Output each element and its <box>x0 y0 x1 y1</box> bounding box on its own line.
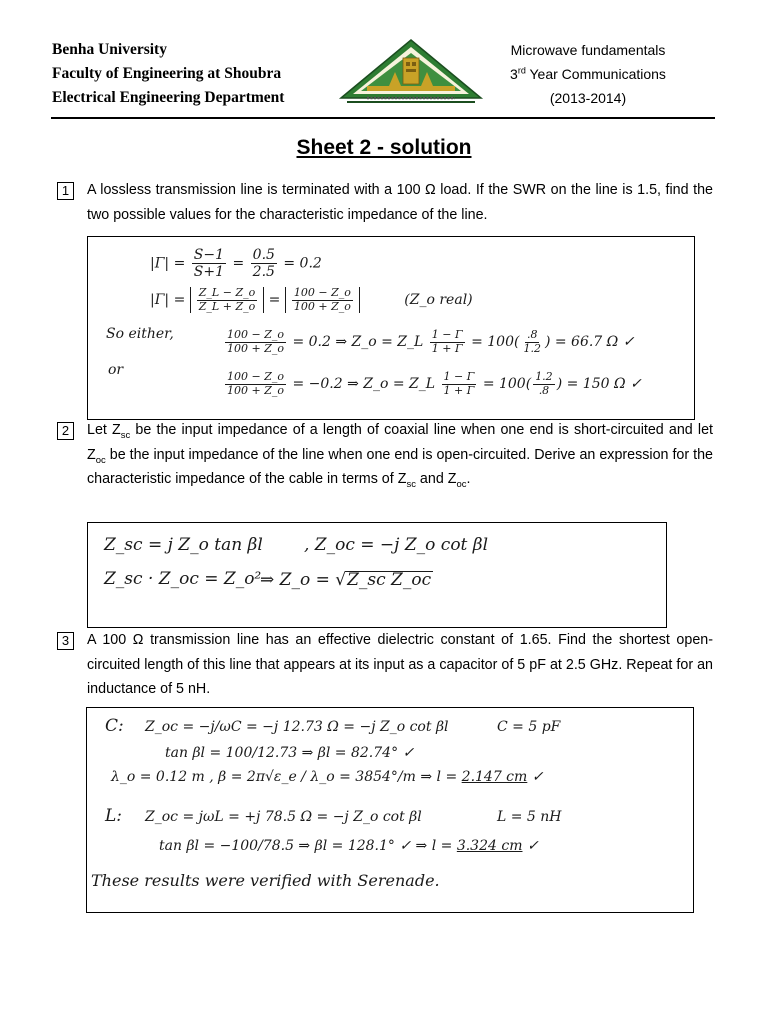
problem-2 <box>57 418 713 492</box>
year-number: 3 <box>510 66 518 82</box>
solution-2-product: Z_sc · Z_oc = Z_o² <box>104 569 262 589</box>
solution-3-l-given: L = 5 nH <box>497 809 562 825</box>
solution-1-line-2: |Γ| = $\frac{Z\_L - Z\_o}{Z\_L + Z\_o}$ = $\frac{100 - Z\_o}{100 + Z\_o}$ (Z_o real) <box>150 286 473 313</box>
problem-number: 1 <box>57 182 74 200</box>
solution-1-so-either: So either, <box>106 326 174 342</box>
header-rule <box>51 117 715 119</box>
solution-3-l-line-1: Z_oc = jωL = +j 78.5 Ω = −j Z_o cot βl <box>145 809 422 825</box>
solution-3-c-line-2: tan βl = 100/12.73 ⇒ βl = 82.74° ✓ <box>165 745 415 761</box>
solution-box-3 <box>86 707 694 913</box>
solution-3-l-label: L: <box>105 806 123 826</box>
institution-block <box>52 38 342 110</box>
problem-number: 3 <box>57 632 74 650</box>
year-suffix: rd <box>517 65 526 76</box>
solution-box-2 <box>87 522 667 628</box>
solution-1-line-1: |Γ| = $\frac{S-1}{S+1}$ = $\frac{0.5}{2.5}$ = 0.2 <box>150 247 322 281</box>
solution-box-1 <box>87 236 695 420</box>
problem-1 <box>57 178 713 227</box>
academic-year: (2013-2014) <box>549 90 627 106</box>
solution-3-l-line-2: tan βl = −100/78.5 ⇒ βl = 128.1° ✓ ⇒ l = 3.324 cm ✓ <box>159 838 539 854</box>
year-line <box>478 62 698 86</box>
solution-3-c-line-1: Z_oc = −j/ωC = −j 12.73 Ω = −j Z_o cot βl <box>145 719 449 735</box>
page-title: Sheet 2 - solution <box>296 136 472 159</box>
faculty-name: Faculty of Engineering at Shoubra <box>52 65 282 82</box>
solution-3-verified-note: These results were verified with Serenade. <box>91 871 440 890</box>
problem-text: Let $Z_{sc}$ be the input impedance of a length of coaxial line when one end is short-circuited and let $Z_{oc}$ be the input impedance of the line when one end is open-circuited. Derive an expression for the characteristic impedance of the cable in terms of $Z_{sc}$ and $Z_{oc}$. <box>87 422 713 491</box>
course-name: Microwave fundamentals <box>510 42 666 58</box>
problem-3 <box>57 628 713 702</box>
solution-2-zsc: Z_sc = j Z_o tan βl <box>104 535 263 555</box>
problem-number: 2 <box>57 422 74 440</box>
solution-2-result: ⇒ Z_o = √Z_sc Z_oc <box>260 570 432 590</box>
solution-2-zoc: , Z_oc = −j Z_o cot βl <box>304 535 489 555</box>
university-name: Benha University <box>52 41 167 58</box>
course-block <box>478 38 698 110</box>
solution-3-c-line-3: λ_o = 0.12 m , β = 2π√ε_e / λ_o = 3854°/m ⇒ l = 2.147 cm ✓ <box>111 769 544 785</box>
solution-1-line-3: $\frac{100 - Z\_o}{100 + Z\_o}$ = 0.2 ⇒ Z_o = Z_L $\frac{1 - \Gamma}{1 + \Gamma}$ = 100( $\frac{.8}{1.2}$ ) = 66.7 Ω ✓ <box>227 328 635 355</box>
year-rest: Year Communications <box>525 66 666 82</box>
solution-3-c-label: C: <box>105 716 124 736</box>
problem-text: A lossless transmission line is terminated with a 100 Ω load. If the SWR on the line is 1.5, find the two possible values for the characteristic impedance of the line. <box>87 182 713 223</box>
department-name: Electrical Engineering Department <box>52 89 285 106</box>
university-logo <box>337 36 485 106</box>
problem-text: A 100 Ω transmission line has an effective dielectric constant of 1.65. Find the shortest open-circuited length of this line that appears at its input as a capacitor of 5 pF at 2.5 GHz. Repeat for an inductance of 5 nH. <box>87 632 713 698</box>
solution-3-c-given: C = 5 pF <box>497 719 561 735</box>
solution-1-or: or <box>108 362 124 378</box>
solution-1-line-4: $\frac{100 - Z\_o}{100 + Z\_o}$ = −0.2 ⇒ Z_o = Z_L $\frac{1 - \Gamma}{1 + \Gamma}$ = 100( $\frac{1.2}{.8}$ ) = 150 Ω ✓ <box>227 370 642 397</box>
